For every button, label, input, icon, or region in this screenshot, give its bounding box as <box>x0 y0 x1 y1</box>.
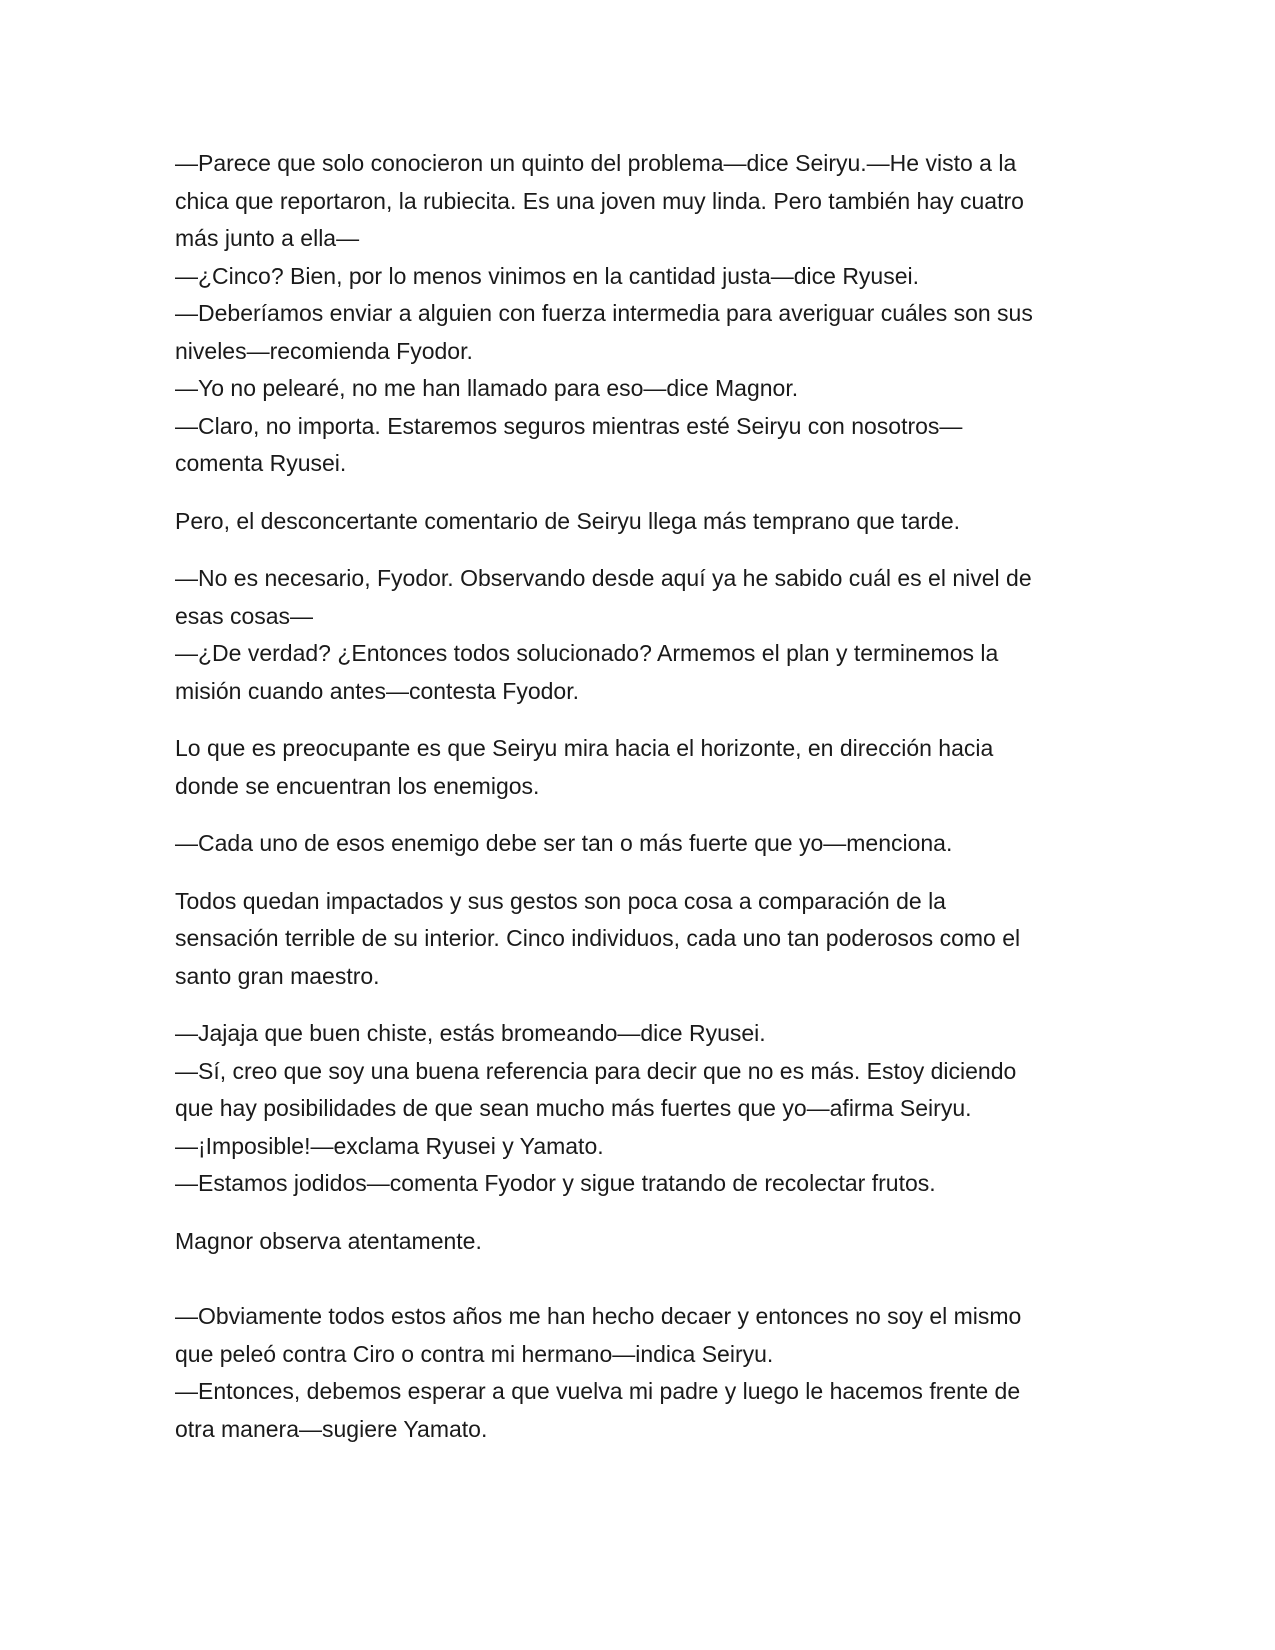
text-line: más junto a ella— <box>175 225 360 251</box>
paragraph-spacer <box>175 483 1105 503</box>
text-line: sensación terrible de su interior. Cinco individuos, cada uno tan poderosos como el <box>175 925 1021 951</box>
paragraph-spacer <box>175 995 1105 1015</box>
text-line: esas cosas— <box>175 602 314 629</box>
paragraph-spacer <box>175 1260 1105 1298</box>
paragraph-spacer <box>175 805 1105 825</box>
text-line: —¿Cinco? Bien, por lo menos vinimos en la cantidad justa—dice Ryusei. <box>175 262 920 289</box>
paragraph-narration-2 <box>175 730 1105 805</box>
paragraph-dialogue-4 <box>175 1015 1105 1203</box>
paragraph-spacer <box>175 1203 1105 1223</box>
paragraph-dialogue-5 <box>175 1298 1105 1448</box>
text-line: —Parece que solo conocieron un quinto del problema—dice Seiryu.—He visto a la <box>175 150 1017 176</box>
text-line: —Estamos jodidos—comenta Fyodor y sigue tratando de recolectar frutos. <box>175 1170 936 1196</box>
paragraph-narration-4 <box>175 1223 1105 1261</box>
paragraph-dialogue-2 <box>175 560 1105 710</box>
text-line: —¿De verdad? ¿Entonces todos solucionado? Armemos el plan y terminemos la <box>175 640 999 666</box>
text-line: Magnor observa atentamente. <box>175 1227 482 1254</box>
text-line: —Claro, no importa. Estaremos seguros mientras esté Seiryu con nosotros— <box>175 412 963 439</box>
text-line: donde se encuentran los enemigos. <box>175 772 540 799</box>
paragraph-dialogue-1 <box>175 145 1105 483</box>
text-line: que peleó contra Ciro o contra mi hermano—indica Seiryu. <box>175 1340 774 1367</box>
text-line: Lo que es preocupante es que Seiryu mira hacia el horizonte, en dirección hacia <box>175 735 994 761</box>
text-line: otra manera—sugiere Yamato. <box>175 1415 488 1442</box>
text-line: —Jajaja que buen chiste, estás bromeando—dice Ryusei. <box>175 1020 766 1046</box>
text-line: misión cuando antes—contesta Fyodor. <box>175 677 580 704</box>
document-body <box>175 145 1105 1448</box>
paragraph-spacer <box>175 540 1105 560</box>
text-line: —Sí, creo que soy una buena referencia para decir que no es más. Estoy diciendo <box>175 1057 1017 1084</box>
text-line: Pero, el desconcertante comentario de Seiryu llega más temprano que tarde. <box>175 507 960 534</box>
text-line: —Deberíamos enviar a alguien con fuerza intermedia para averiguar cuáles son sus <box>175 300 1033 326</box>
paragraph-dialogue-3 <box>175 825 1105 863</box>
text-line: santo gran maestro. <box>175 962 380 989</box>
text-line: —No es necesario, Fyodor. Observando desde aquí ya he sabido cuál es el nivel de <box>175 565 1032 591</box>
text-line: —Entonces, debemos esperar a que vuelva mi padre y luego le hacemos frente de <box>175 1378 1021 1404</box>
text-line: —Cada uno de esos enemigo debe ser tan o más fuerte que yo—menciona. <box>175 830 953 856</box>
text-line: niveles—recomienda Fyodor. <box>175 337 473 364</box>
text-line: Todos quedan impactados y sus gestos son poca cosa a comparación de la <box>175 887 946 914</box>
text-line: chica que reportaron, la rubiecita. Es una joven muy linda. Pero también hay cuatro <box>175 187 1024 214</box>
text-line: —Yo no pelearé, no me han llamado para eso—dice Magnor. <box>175 375 799 401</box>
paragraph-narration-1 <box>175 503 1105 541</box>
paragraph-spacer <box>175 710 1105 730</box>
text-line: —Obviamente todos estos años me han hecho decaer y entonces no soy el mismo <box>175 1303 1022 1329</box>
text-line: —¡Imposible!—exclama Ryusei y Yamato. <box>175 1132 604 1159</box>
text-line: que hay posibilidades de que sean mucho más fuertes que yo—afirma Seiryu. <box>175 1095 972 1121</box>
paragraph-narration-3 <box>175 883 1105 996</box>
text-line: comenta Ryusei. <box>175 450 347 476</box>
paragraph-spacer <box>175 863 1105 883</box>
